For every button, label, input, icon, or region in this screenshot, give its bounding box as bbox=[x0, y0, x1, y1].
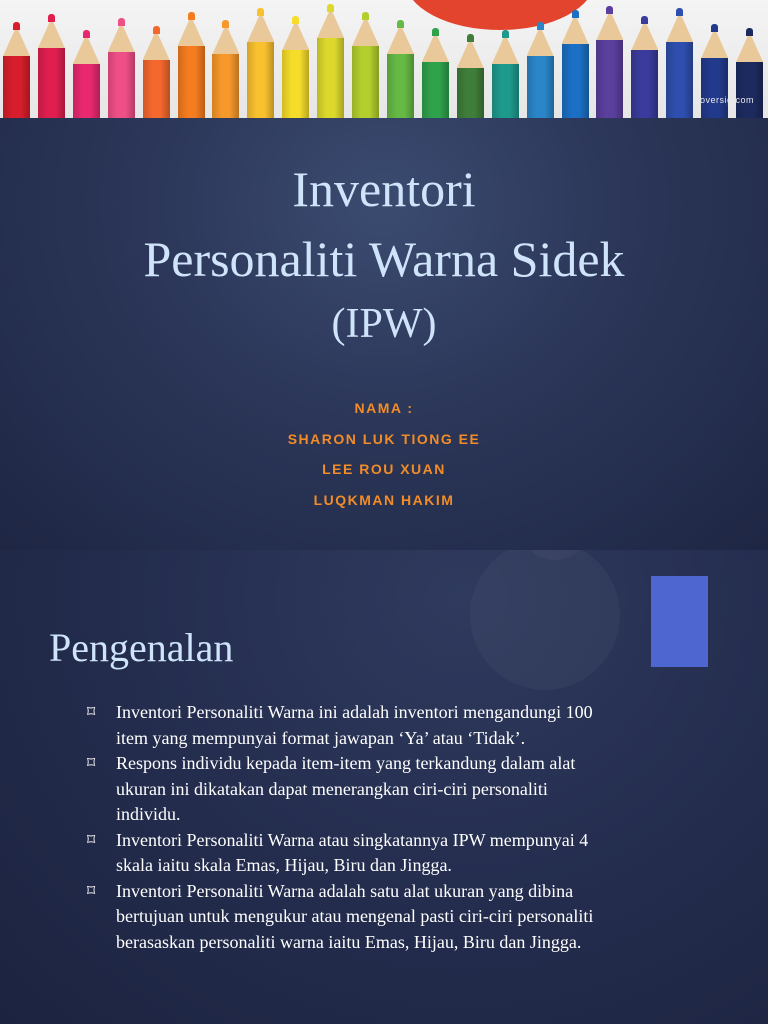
bullet-text: Respons individu kepada item-item yang terkandung dalam alat ukuran ini dikatakan dapat menerangkan ciri-ciri personaliti individu. bbox=[116, 753, 576, 824]
pencil-icon bbox=[527, 0, 554, 118]
pencils-banner bbox=[0, 0, 768, 118]
pencil-icon bbox=[387, 0, 414, 118]
bullet-list bbox=[87, 700, 611, 955]
bullet-text: Inventori Personaliti Warna ini adalah inventori mengandungi 100 item yang mempunyai format jawapan ‘Ya’ atau ‘Tidak’. bbox=[116, 702, 593, 748]
list-item bbox=[87, 828, 611, 879]
title-line-1: Inventori bbox=[292, 161, 476, 217]
pencil-icon bbox=[631, 0, 658, 118]
authors-label: NAMA : bbox=[354, 400, 414, 416]
bullet-icon: ⌑ bbox=[87, 704, 96, 721]
pencil-icon bbox=[73, 0, 100, 118]
bullet-icon: ⌑ bbox=[87, 882, 96, 900]
pencil-icon bbox=[212, 0, 239, 118]
accent-bar bbox=[651, 576, 708, 667]
pencil-icon bbox=[457, 0, 484, 118]
list-item bbox=[87, 751, 611, 828]
watermark: coversig.com bbox=[694, 95, 754, 105]
pencil-icon bbox=[178, 0, 205, 118]
list-item bbox=[87, 700, 611, 751]
decorative-circle bbox=[470, 550, 620, 690]
bullet-icon: ⌑ bbox=[87, 831, 96, 849]
pencil-icon bbox=[352, 0, 379, 118]
title-line-2: Personaliti Warna Sidek bbox=[143, 231, 625, 287]
pencil-icon bbox=[247, 0, 274, 118]
pencil-icon bbox=[317, 0, 344, 118]
author-name: SHARON LUK TIONG EE bbox=[287, 431, 481, 447]
bullet-icon: ⌑ bbox=[87, 755, 96, 772]
title-line-3: (IPW) bbox=[331, 301, 437, 347]
intro-slide bbox=[0, 550, 768, 1024]
pencil-icon bbox=[108, 0, 135, 118]
pencil-icon bbox=[562, 0, 589, 118]
pencil-icon bbox=[38, 0, 65, 118]
pencil-icon bbox=[3, 0, 30, 118]
bullet-text: Inventori Personaliti Warna atau singkatannya IPW mempunyai 4 skala iaitu skala Emas, Hijau, Biru dan Jingga. bbox=[116, 829, 589, 875]
pencil-icon bbox=[492, 0, 519, 118]
pencil-icon bbox=[666, 0, 693, 118]
author-name: LUQKMAN HAKIM bbox=[313, 492, 455, 508]
pencil-icon bbox=[422, 0, 449, 118]
title-slide bbox=[0, 118, 768, 550]
author-name: LEE ROU XUAN bbox=[322, 461, 446, 477]
section-heading: Pengenalan bbox=[49, 625, 234, 670]
pencil-icon bbox=[282, 0, 309, 118]
pencil-icon bbox=[143, 0, 170, 118]
pencil-icon bbox=[596, 0, 623, 118]
bullet-text: Inventori Personaliti Warna adalah satu alat ukuran yang dibina bertujuan untuk mengukur atau mengenal pasti ciri-ciri personaliti berasaskan personaliti warna iaitu Emas, Hijau, Biru dan Jingga. bbox=[116, 880, 594, 952]
list-item bbox=[87, 879, 611, 956]
